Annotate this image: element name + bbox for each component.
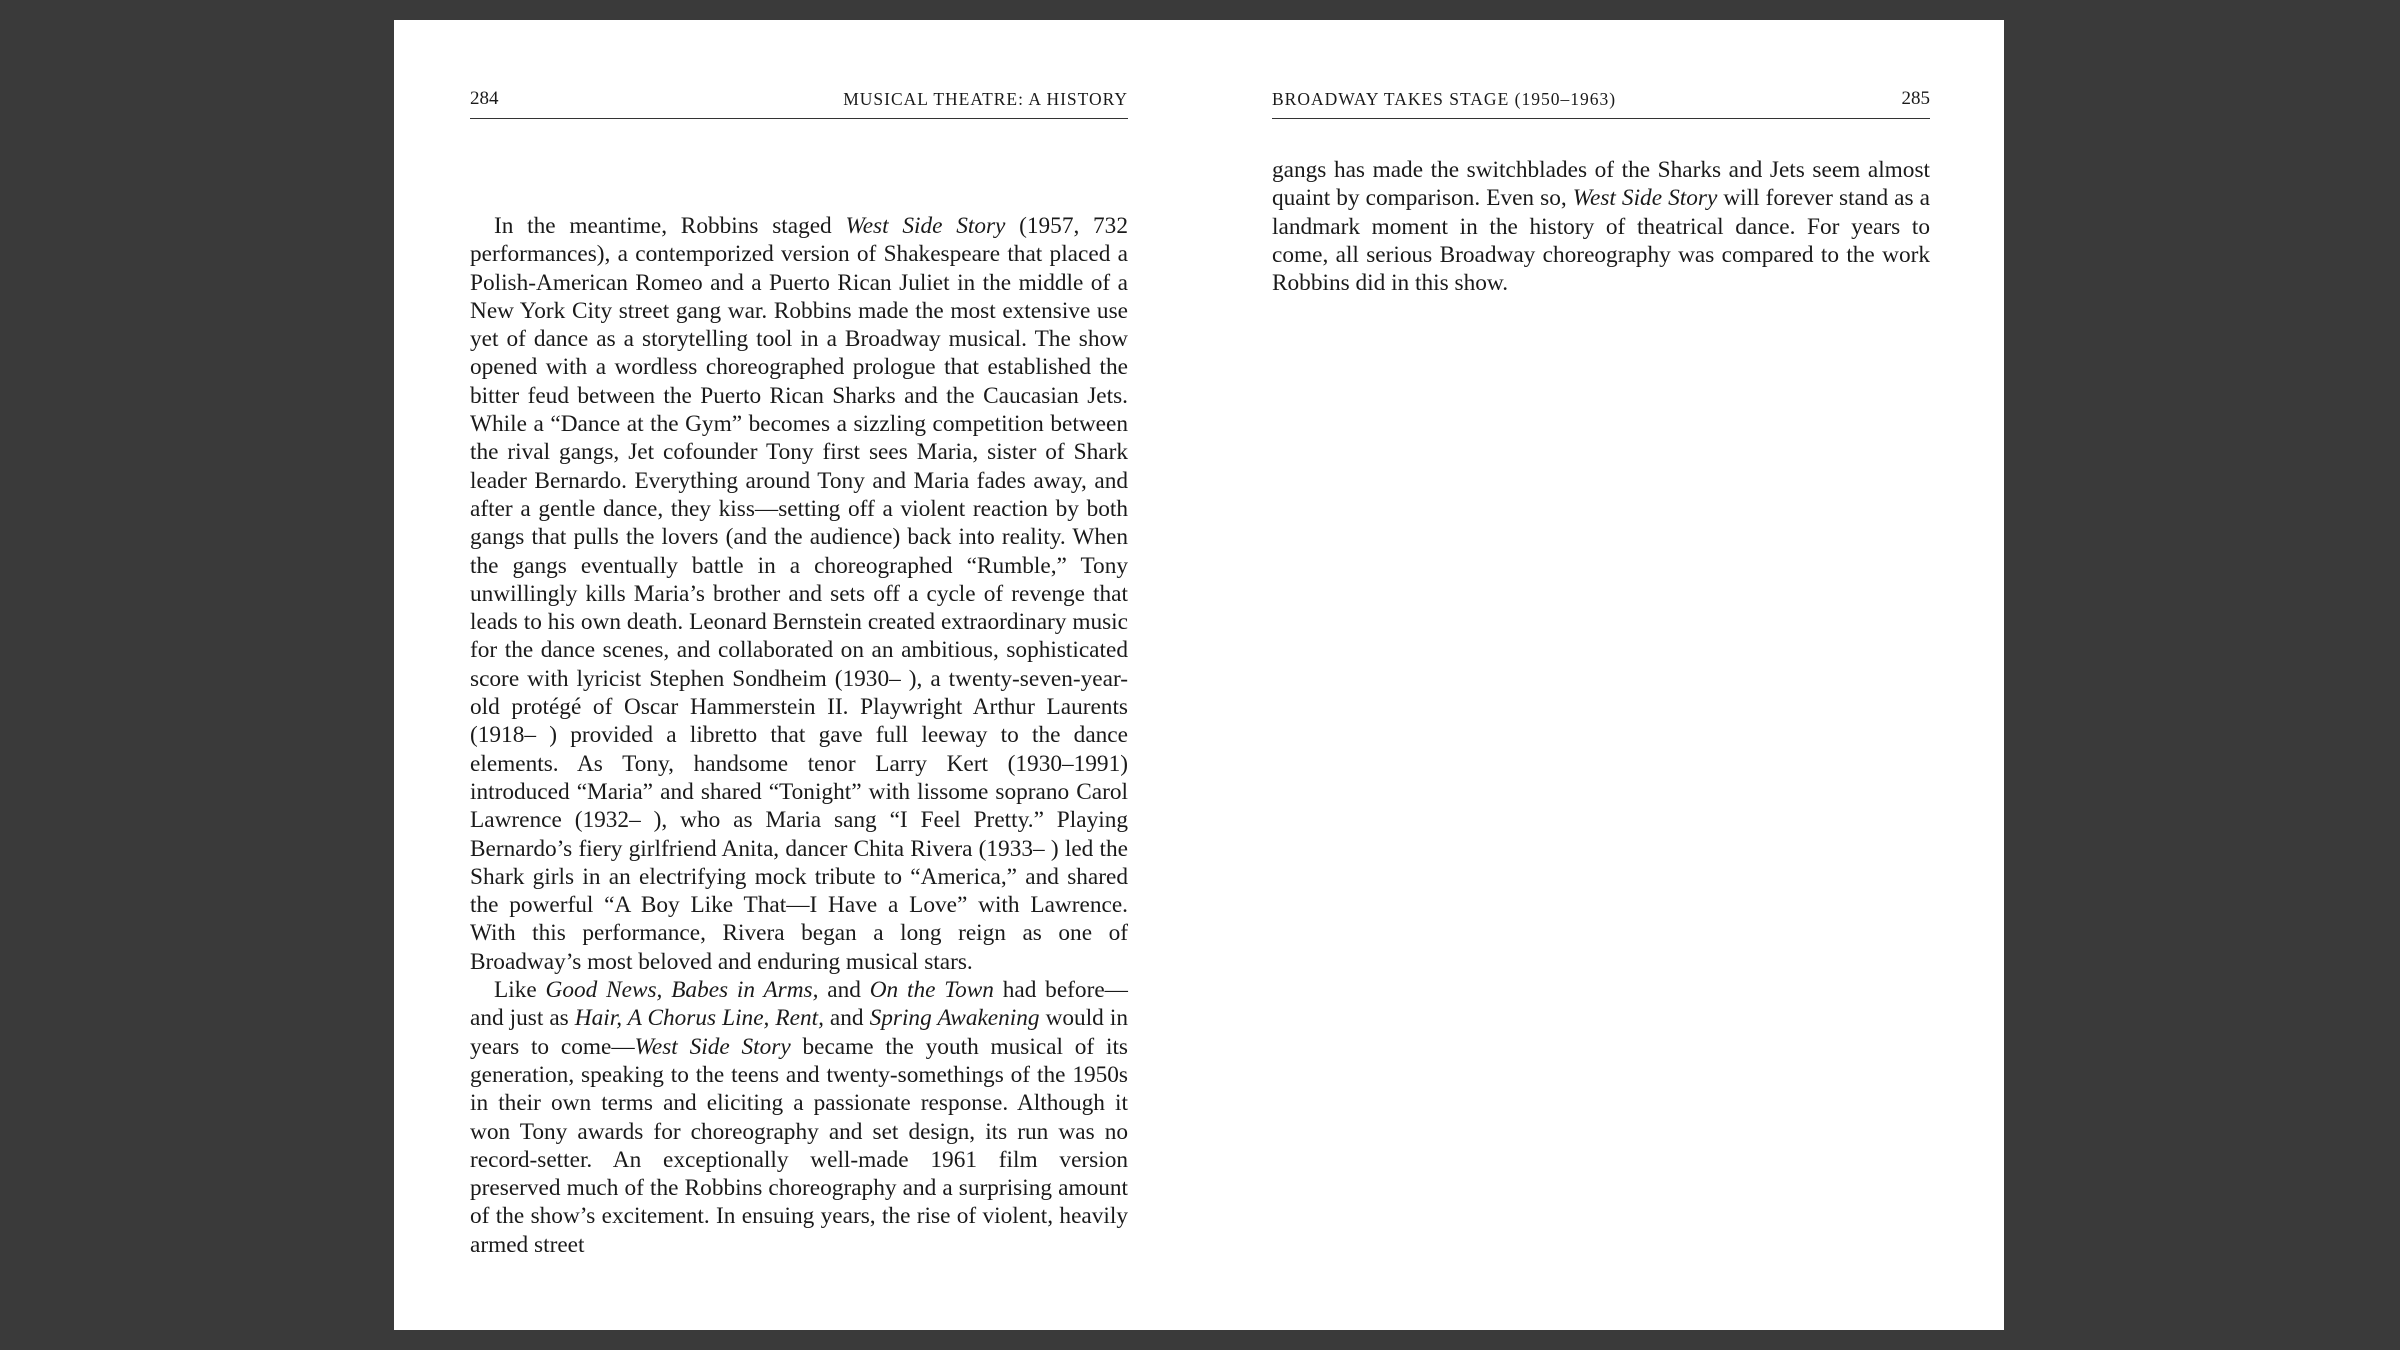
book-spread (394, 20, 2004, 1330)
italic-title: West Side Story (845, 213, 1006, 239)
italic-title: West Side Story (634, 1033, 791, 1060)
right-page (1272, 20, 1930, 1330)
paragraph: gangs has made the switchblades of the Sharks and Jets seem almost quaint by comparison. Even so, West Side Story will forever stand as a landmark moment in the history of theatrical dance. For years to come, all serious Broadway choreography was compared to the work Robbins did in this show. (1272, 157, 1930, 297)
italic-title: Good News, Babes in Arms, (545, 977, 819, 1004)
left-body-text (470, 212, 1128, 1259)
right-body-text (1272, 156, 1930, 297)
italic-title: West Side Story (1572, 185, 1718, 212)
italic-title: Spring Awakening (869, 1005, 1040, 1032)
paragraph: In the meantime, Robbins staged West Side Story (1957, 732 performances), a contemporized version of Shakespeare that placed a Polish-American Romeo and a Puerto Rican Juliet in the middle of a New York City street gang war. Robbins made the most extensive use yet of dance as a storytelling tool in a Broadway musical. The show opened with a wordless choreographed prologue that established the bitter feud between the Puerto Rican Sharks and the Caucasian Jets. While a “Dance at the Gym” becomes a sizzling competition between the rival gangs, Jet cofounder Tony first sees Maria, sister of Shark leader Bernardo. Everything around Tony and Maria fades away, and after a gentle dance, they kiss—setting off a violent reaction by both gangs that pulls the lovers (and the audience) back into reality. When the gangs eventually battle in a choreographed “Rumble,” Tony unwillingly kills Maria’s brother and sets off a cycle of revenge that leads to his own death. Leonard Bernstein created extraordinary music for the dance scenes, and collaborated on an ambitious, sophisticated score with lyricist Stephen Sondheim (1930– ), a twenty-seven-year-old protégé of Oscar Hammerstein II. Playwright Arthur Laurents (1918– ) provided a libretto that gave full leeway to the dance elements. As Tony, handsome tenor Larry Kert (1930–1991) introduced “Maria” and shared “Tonight” with lissome soprano Carol Lawrence (1932– ), who as Maria sang “I Feel Pretty.” Playing Bernardo’s fiery girlfriend Anita, dancer Chita Rivera (1933– ) led the Shark girls in an electrifying mock tribute to “America,” and shared the powerful “A Boy Like That—I Have a Love” with Lawrence. With this performance, Rivera began a long reign as one of Broadway’s most beloved and enduring musical stars. (470, 213, 1128, 975)
page-number: 285 (1901, 88, 1930, 109)
left-running-head (470, 88, 1128, 119)
right-running-head (1272, 88, 1930, 119)
running-title: BROADWAY TAKES STAGE (1950–1963) (1272, 89, 1617, 109)
page-number: 284 (470, 88, 499, 109)
italic-title: Hair, A Chorus Line, Rent, (574, 1005, 824, 1032)
italic-title: On the Town (869, 977, 994, 1004)
running-title: MUSICAL THEATRE: A HISTORY (843, 89, 1128, 109)
paragraph: Like Good News, Babes in Arms, and On the Town had before—and just as Hair, A Chorus Line, Rent, and Spring Awakening would in years to come—West Side Story became the youth musical of its generation, speaking to the teens and twenty-somethings of the 1950s in their own terms and eliciting a passionate response. Although it won Tony awards for choreography and set design, its run was no record-setter. An exceptionally well-made 1961 film version preserved much of the Robbins choreography and a surprising amount of the show’s excitement. In ensuing years, the rise of violent, heavily armed street (470, 977, 1128, 1258)
left-page (470, 20, 1128, 1330)
